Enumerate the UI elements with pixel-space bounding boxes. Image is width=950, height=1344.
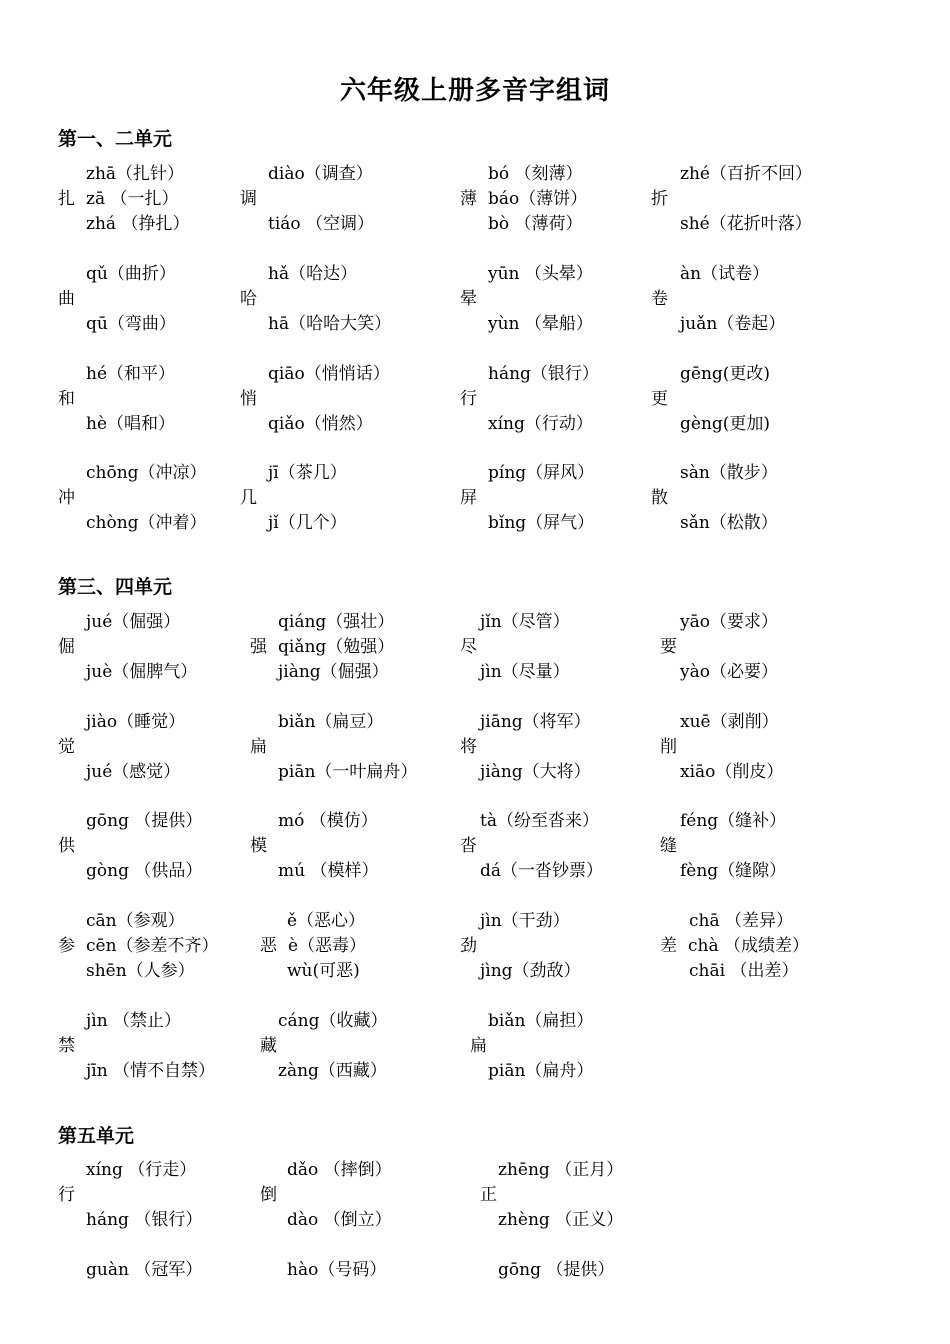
pinyin-reading: cēn（参差不齐） xyxy=(86,936,219,956)
pinyin-reading: píng（屏风） xyxy=(488,463,595,483)
pinyin-reading: xíng（行动） xyxy=(488,414,593,434)
polyphonic-character: 藏 xyxy=(260,1036,277,1056)
pinyin-reading: qiāo（悄悄话） xyxy=(268,364,390,384)
polyphonic-character: 薄 xyxy=(460,189,477,209)
pinyin-reading: shé（花折叶落） xyxy=(680,214,812,234)
pinyin-reading: è（恶毒） xyxy=(288,936,367,956)
pinyin-reading: báo（薄饼） xyxy=(488,189,588,209)
pinyin-reading: fèng（缝隙） xyxy=(680,861,787,881)
pinyin-reading: shēn（人参） xyxy=(86,961,195,981)
page-title: 六年级上册多音字组词 xyxy=(339,76,610,106)
polyphonic-character: 缝 xyxy=(660,836,677,856)
pinyin-reading: tà（纷至沓来） xyxy=(480,811,599,831)
pinyin-reading: piān（一叶扁舟） xyxy=(278,762,418,782)
polyphonic-character: 行 xyxy=(58,1185,75,1205)
polyphonic-character: 折 xyxy=(651,189,668,209)
pinyin-reading: cān（参观） xyxy=(86,911,185,931)
pinyin-reading: mó （模仿） xyxy=(278,811,378,831)
pinyin-reading: jué（感觉） xyxy=(86,762,181,782)
polyphonic-character: 差 xyxy=(660,936,677,956)
polyphonic-character: 强 xyxy=(250,637,267,657)
pinyin-reading: yūn （头晕） xyxy=(488,264,593,284)
pinyin-reading: qiǎo（悄然） xyxy=(268,414,373,434)
pinyin-reading: xíng （行走） xyxy=(86,1160,197,1180)
pinyin-reading: chā （差异） xyxy=(689,911,794,931)
pinyin-reading: àn（试卷） xyxy=(680,264,770,284)
pinyin-reading: bó （刻薄） xyxy=(488,164,583,184)
polyphonic-character: 卷 xyxy=(651,289,668,309)
polyphonic-character: 正 xyxy=(480,1185,497,1205)
section-heading-units-3-4: 第三、四单元 xyxy=(58,576,173,598)
pinyin-reading: bò （薄荷） xyxy=(488,214,583,234)
polyphonic-character: 散 xyxy=(651,488,668,508)
pinyin-reading: mú （模样） xyxy=(278,861,379,881)
pinyin-reading: zhèng （正义） xyxy=(498,1210,624,1230)
pinyin-reading: háng （银行） xyxy=(86,1210,203,1230)
section-heading-units-1-2: 第一、二单元 xyxy=(58,128,173,150)
polyphonic-character: 调 xyxy=(240,189,257,209)
polyphonic-character: 和 xyxy=(58,389,75,409)
polyphonic-character: 扁 xyxy=(470,1036,487,1056)
pinyin-reading: jiàng（倔强） xyxy=(278,662,389,682)
pinyin-reading: dǎo （摔倒） xyxy=(287,1160,392,1180)
polyphonic-character: 冲 xyxy=(58,488,75,508)
pinyin-reading: zhá （挣扎） xyxy=(86,214,190,234)
polyphonic-character: 扎 xyxy=(58,189,75,209)
pinyin-reading: diào（调查） xyxy=(268,164,373,184)
pinyin-reading: jué（倔强） xyxy=(86,612,181,632)
polyphonic-character: 晕 xyxy=(460,289,477,309)
pinyin-reading: sǎn（松散） xyxy=(680,513,778,533)
pinyin-reading: qiáng（强壮） xyxy=(278,612,395,632)
polyphonic-character: 恶 xyxy=(260,936,277,956)
polyphonic-character: 禁 xyxy=(58,1036,75,1056)
pinyin-reading: chōng（冲凉） xyxy=(86,463,207,483)
polyphonic-character: 尽 xyxy=(460,637,477,657)
section-heading-unit-5: 第五单元 xyxy=(58,1125,135,1147)
polyphonic-character: 几 xyxy=(240,488,257,508)
polyphonic-character: 屏 xyxy=(460,488,477,508)
pinyin-reading: yào（必要） xyxy=(680,662,778,682)
pinyin-reading: gōng （提供） xyxy=(498,1260,615,1280)
pinyin-reading: zhé（百折不回） xyxy=(680,164,812,184)
pinyin-reading: jǐ（几个） xyxy=(268,513,347,533)
pinyin-reading: háng（银行） xyxy=(488,364,599,384)
pinyin-reading: dào （倒立） xyxy=(287,1210,392,1230)
pinyin-reading: qū（弯曲） xyxy=(86,314,176,334)
pinyin-reading: juǎn（卷起） xyxy=(680,314,786,334)
pinyin-reading: zhēng （正月） xyxy=(498,1160,624,1180)
polyphonic-character: 要 xyxy=(660,637,677,657)
pinyin-reading: jiào（睡觉） xyxy=(86,712,186,732)
pinyin-reading: yùn （晕船） xyxy=(488,314,593,334)
pinyin-reading: yāo（要求） xyxy=(680,612,778,632)
polyphonic-character: 行 xyxy=(460,389,477,409)
polyphonic-character: 悄 xyxy=(240,389,257,409)
pinyin-reading: gōng （提供） xyxy=(86,811,203,831)
polyphonic-character: 将 xyxy=(460,737,477,757)
pinyin-reading: hào（号码） xyxy=(287,1260,387,1280)
pinyin-reading: dá（一沓钞票） xyxy=(480,861,604,881)
polyphonic-character: 削 xyxy=(660,737,677,757)
pinyin-reading: biǎn（扁豆） xyxy=(278,712,384,732)
pinyin-reading: biǎn（扁担） xyxy=(488,1011,594,1031)
pinyin-reading: jǐn（尽管） xyxy=(480,612,570,632)
pinyin-reading: qǔ（曲折） xyxy=(86,264,176,284)
pinyin-reading: jìn （禁止） xyxy=(86,1011,182,1031)
pinyin-reading: gèng(更加) xyxy=(680,414,771,434)
polyphonic-character: 觉 xyxy=(58,737,75,757)
pinyin-reading: ě（恶心） xyxy=(287,911,366,931)
pinyin-reading: xuē（剥削） xyxy=(680,712,779,732)
pinyin-reading: féng（缝补） xyxy=(680,811,787,831)
pinyin-reading: jìn（尽量） xyxy=(480,662,570,682)
pinyin-reading: piān（扁舟） xyxy=(488,1061,594,1081)
pinyin-reading: hā（哈哈大笑） xyxy=(268,314,392,334)
polyphonic-character: 沓 xyxy=(460,836,477,856)
polyphonic-character: 哈 xyxy=(240,289,257,309)
pinyin-reading: chà （成绩差） xyxy=(688,936,810,956)
pinyin-reading: jìng（劲敌） xyxy=(480,961,581,981)
polyphonic-character: 劲 xyxy=(460,936,477,956)
pinyin-reading: zhā（扎针） xyxy=(86,164,185,184)
polyphonic-character: 曲 xyxy=(58,289,75,309)
pinyin-reading: jìn（干劲） xyxy=(480,911,570,931)
pinyin-reading: hǎ（哈达） xyxy=(268,264,358,284)
pinyin-reading: jī（茶几） xyxy=(268,463,347,483)
pinyin-reading: bǐng（屏气） xyxy=(488,513,595,533)
pinyin-reading: chāi （出差） xyxy=(689,961,799,981)
polyphonic-character: 倒 xyxy=(260,1185,277,1205)
polyphonic-character: 供 xyxy=(58,836,75,856)
pinyin-reading: hé（和平） xyxy=(86,364,176,384)
pinyin-reading: wù(可恶) xyxy=(287,961,360,981)
pinyin-reading: tiáo （空调） xyxy=(268,214,375,234)
pinyin-reading: xiāo（削皮） xyxy=(680,762,784,782)
pinyin-reading: guàn （冠军） xyxy=(86,1260,203,1280)
polyphonic-character: 倔 xyxy=(58,637,75,657)
pinyin-reading: zàng（西藏） xyxy=(278,1061,387,1081)
pinyin-reading: jiāng（将军） xyxy=(480,712,591,732)
pinyin-reading: sàn（散步） xyxy=(680,463,778,483)
pinyin-reading: hè（唱和） xyxy=(86,414,176,434)
polyphonic-character: 扁 xyxy=(250,737,267,757)
polyphonic-character: 模 xyxy=(250,836,267,856)
pinyin-reading: jiàng（大将） xyxy=(480,762,591,782)
pinyin-reading: juè（倔脾气） xyxy=(86,662,198,682)
pinyin-reading: chòng（冲着） xyxy=(86,513,207,533)
pinyin-reading: qiǎng（勉强） xyxy=(278,637,395,657)
pinyin-reading: gēng(更改) xyxy=(680,364,771,384)
polyphonic-character: 更 xyxy=(651,389,668,409)
polyphonic-character: 参 xyxy=(58,936,75,956)
pinyin-reading: jīn （情不自禁） xyxy=(86,1061,216,1081)
pinyin-reading: gòng （供品） xyxy=(86,861,203,881)
pinyin-reading: cáng（收藏） xyxy=(278,1011,388,1031)
pinyin-reading: zā （一扎） xyxy=(86,189,179,209)
